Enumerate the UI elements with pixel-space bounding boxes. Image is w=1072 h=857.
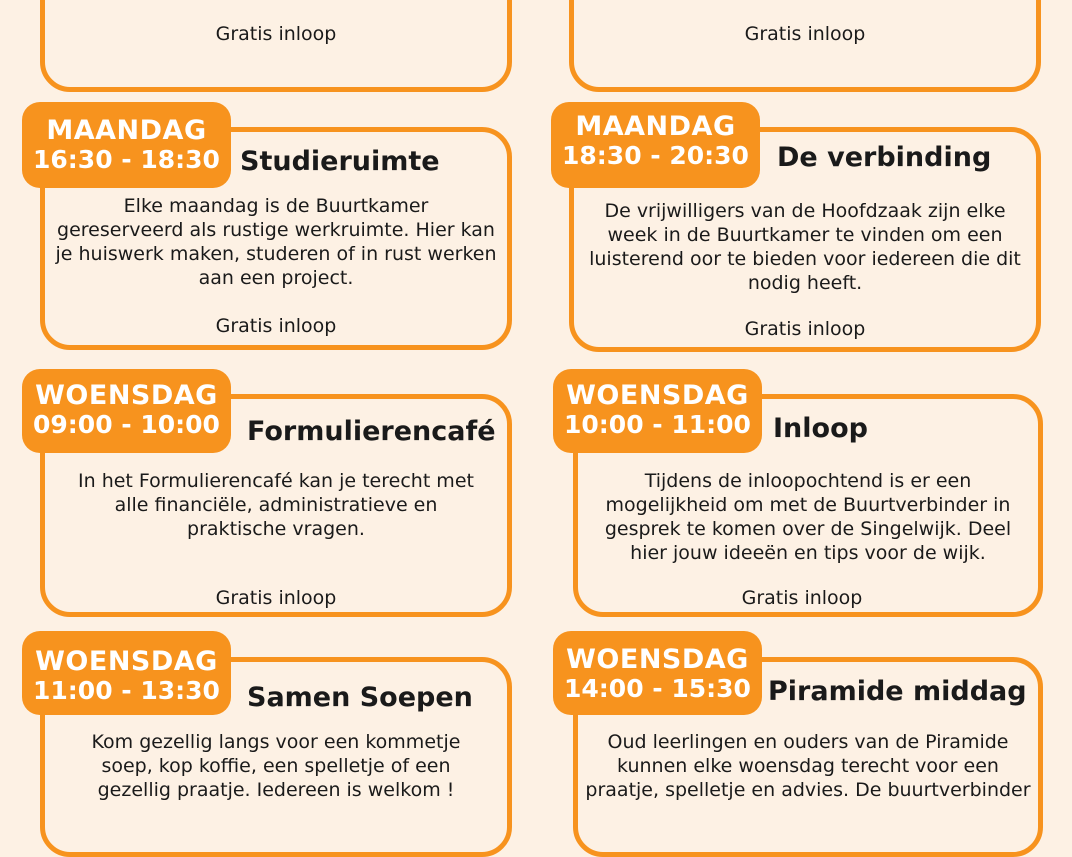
description-line: alle financiële, administratieve en [114, 494, 438, 516]
description-line: soep, kop koffie, een spelletje of een [101, 755, 451, 777]
badge-day: MAANDAG [575, 111, 736, 142]
badge-time: 11:00 - 13:30 [33, 676, 220, 705]
description-line: praktische vragen. [187, 518, 365, 540]
entry-note: Gratis inloop [744, 23, 866, 45]
activity-description [578, 469, 1038, 565]
activity-card-top-right [569, 0, 1041, 92]
activity-title: De verbinding [777, 142, 992, 173]
day-time-badge [553, 369, 762, 453]
activity-title: Piramide middag [768, 676, 1027, 707]
entry-note: Gratis inloop [741, 587, 863, 609]
badge-day: WOENSDAG [566, 644, 749, 675]
day-time-badge [551, 102, 760, 188]
badge-time: 18:30 - 20:30 [562, 141, 749, 170]
day-time-badge [22, 369, 231, 453]
description-line: praatje, spelletje en advies. De buurtverbinder [585, 779, 1031, 801]
badge-time: 09:00 - 10:00 [33, 410, 220, 439]
badge-day: WOENSDAG [35, 380, 218, 411]
description-line: Elke maandag is de Buurtkamer [123, 195, 429, 217]
description-line: je huiswerk maken, studeren of in rust werken [55, 243, 497, 265]
entry-note: Gratis inloop [744, 318, 866, 340]
entry-note: Gratis inloop [215, 315, 337, 337]
entry-note: Gratis inloop [215, 587, 337, 609]
description-line: gezellig praatje. Iedereen is welkom ! [97, 779, 455, 801]
description-line: gereserveerd als rustige werkruimte. Hier kan [57, 219, 495, 241]
description-line: aan een project. [198, 267, 354, 289]
activity-title: Samen Soepen [247, 682, 473, 713]
badge-time: 16:30 - 18:30 [33, 145, 220, 174]
activity-description [45, 194, 507, 290]
activity-title: Formulierencafé [247, 416, 496, 447]
day-time-badge [553, 631, 762, 715]
description-line: mogelijkheid om met de Buurtverbinder in [605, 494, 1011, 516]
activity-card-top-left [40, 0, 512, 92]
entry-note: Gratis inloop [215, 23, 337, 45]
description-line: De vrijwilligers van de Hoofdzaak zijn elke [604, 200, 1006, 222]
description-line: kunnen elke woensdag terecht voor een [617, 755, 999, 777]
description-line: Oud leerlingen en ouders van de Piramide [607, 731, 1009, 753]
day-time-badge [22, 102, 231, 188]
badge-time: 10:00 - 11:00 [564, 410, 751, 439]
activity-title: Studieruimte [240, 146, 440, 177]
activity-title: Inloop [773, 413, 868, 444]
description-line: gesprek te komen over de Singelwijk. Deel [604, 518, 1012, 540]
badge-day: WOENSDAG [35, 646, 218, 677]
description-line: hier jouw ideeën en tips voor de wijk. [630, 542, 986, 564]
badge-day: MAANDAG [46, 115, 207, 146]
badge-time: 14:00 - 15:30 [564, 674, 751, 703]
description-line: Tijdens de inloopochtend is er een [644, 470, 972, 492]
description-line: week in de Buurtkamer te vinden om een [607, 224, 1003, 246]
description-line: Kom gezellig langs voor een kommetje [91, 731, 461, 753]
activity-description [574, 199, 1036, 295]
activity-description [45, 730, 507, 802]
activity-description [578, 730, 1038, 802]
badge-day: WOENSDAG [566, 380, 749, 411]
activity-description [45, 469, 507, 541]
description-line: nodig heeft. [747, 272, 863, 294]
description-line: In het Formulierencafé kan je terecht met [78, 470, 474, 492]
description-line: luisterend oor te bieden voor iedereen die dit [589, 248, 1021, 270]
day-time-badge [22, 631, 231, 715]
